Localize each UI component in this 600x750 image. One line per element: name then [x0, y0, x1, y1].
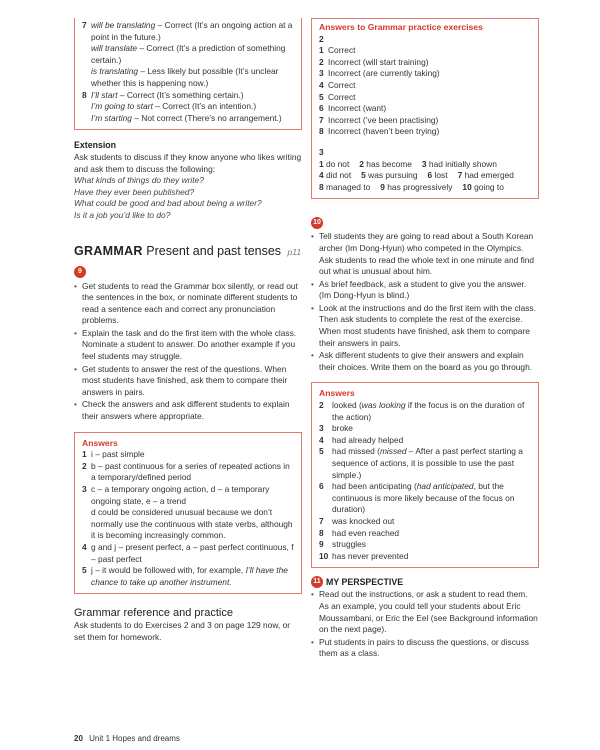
- instruction-item: • Tell students they are going to read about a South Korean archer (Im Dong-Hyun) who competed in the Olympics. Ask students to read the whole text in one minute and find out what is unusual about him.: [311, 231, 539, 277]
- exercise-number-badge: 9: [74, 266, 86, 278]
- exercise-number-badge: 10: [311, 217, 323, 229]
- answer-item: 8 had even reached: [319, 527, 400, 538]
- grammar-heading: [74, 244, 302, 260]
- answer-item: [82, 20, 295, 90]
- exercise-number-badge: 11: [311, 576, 323, 588]
- answer-item: 4 had already helped: [319, 434, 404, 445]
- answer-line: will translate – Correct (It’s a prediction of something certain.): [91, 43, 286, 65]
- answer-item: 2 b – past continuous for a series of repeated actions in a temporary/defined period: [82, 460, 290, 483]
- answer-item: 6 had been anticipating (had anticipated, but the continuous is more likely because of the focus on duration): [319, 481, 515, 515]
- answer-item: [82, 90, 295, 125]
- answer-line: I’ll start – Correct (It’s something certain.): [91, 89, 244, 100]
- perspective-heading: [311, 576, 539, 588]
- answer-item: 10 has never prevented: [319, 550, 409, 561]
- answer-item: 6 Incorrect (want): [319, 103, 387, 114]
- answer-item: 4 Correct: [319, 79, 356, 90]
- grammar-title-rest: Present and past tenses: [146, 243, 282, 258]
- answers-title: Answers to Grammar practice exercises: [319, 22, 483, 32]
- extension-question: Is it a job you’d like to do?: [74, 209, 171, 220]
- answer-item: 1 Correct: [319, 45, 356, 56]
- instruction-item: • As brief feedback, ask a student to give you the answer. (Im Dong-Hyun is blind.): [311, 279, 539, 302]
- answer-item: 3 c – a temporary ongoing action, d – a temporary ongoing state, e – a trend: [82, 484, 270, 506]
- answer-item: d could be considered unusual because we don’t normally use the continuous with state verbs, although it is becoming increasingly common.: [91, 507, 293, 541]
- grammar-reference-body: Ask students to do Exercises 2 and 3 on page 129 now, or set them for homework.: [74, 620, 291, 642]
- answer-row: 1 do not 2 has become 3 had initially shown: [319, 158, 497, 169]
- extension-question: Have they ever been published?: [74, 186, 195, 197]
- answer-line: I’m starting – Not correct (There’s no arrangement.): [91, 112, 282, 123]
- answer-item: 3 broke: [319, 423, 353, 434]
- answer-row: 8 managed to 9 has progressively 10 going to: [319, 181, 504, 192]
- grammar-title-bold: GRAMMAR: [74, 243, 143, 258]
- unit-label: Unit 1: [89, 734, 111, 743]
- right-column: [311, 18, 539, 661]
- instruction-item: • Ask different students to give their answers and explain their choices. Write them on the board as you go through.: [311, 350, 539, 373]
- answer-item: 5 had missed (missed – After a past perfect starting a sequence of actions, it is possible to use the past simple.): [319, 446, 523, 480]
- page-reference: p11: [287, 246, 302, 257]
- instruction-item: • Check the answers and ask different students to explain their answers where appropriate.: [74, 399, 302, 422]
- answer-line: is translating – Less likely but possible (It’s unclear whether this is happening now.): [91, 66, 279, 88]
- instruction-item: • Look at the instructions and do the first item with the class. Then ask students to complete the rest of the exercise. When most students have finished, ask them to compare their answers in pairs.: [311, 303, 539, 349]
- answer-row: 4 did not 5 was pursuing 6 lost 7 had emerged: [319, 170, 514, 181]
- instruction-item: • Read out the instructions, or ask a student to read them. As an example, you could tell your students about Eric Moussambani, or Eric the Eel (see Background information on the next page).: [311, 589, 539, 635]
- exercise-label: 3: [319, 146, 324, 157]
- answer-line: I’m going to start – Correct (It’s an intention.): [91, 101, 257, 112]
- answer-item: 8 Incorrect (haven’t been trying): [319, 126, 440, 137]
- top-answer-box: [74, 18, 302, 130]
- instruction-item: • Explain the task and do the first item with the whole class. Nominate a student to answer. Do another example if you feel students may struggle.: [74, 328, 302, 363]
- answer-line: will be translating – Correct (It’s an ongoing action at a point in the future.): [91, 20, 293, 42]
- instruction-item: • Get students to read the Grammar box silently, or read out the sentences in the box, or nominate different students to read a sentence each and correct any pronunciation problems.: [74, 281, 302, 327]
- answer-item: 7 Incorrect (’ve been practising): [319, 114, 439, 125]
- exercise-label: 2: [319, 33, 324, 44]
- answers-title: Answers: [82, 437, 118, 448]
- answer-item: 4 g and j – present perfect, a – past perfect continuous, f – past perfect: [82, 541, 294, 564]
- answers-box-9: [74, 432, 302, 595]
- instruction-item: • Put students in pairs to discuss the questions, or discuss them as a class.: [311, 637, 539, 660]
- perspective-title: MY PERSPECTIVE: [326, 576, 404, 587]
- section-10-instructions: [311, 231, 539, 373]
- page-number: 20: [74, 734, 83, 743]
- left-column: [74, 18, 302, 644]
- grammar-practice-answers-box: [311, 18, 539, 199]
- extension-question: What could be good and bad about being a writer?: [74, 198, 262, 209]
- answer-item: 3 Incorrect (are currently taking): [319, 68, 440, 79]
- item-number: 8: [82, 89, 87, 100]
- grammar-instructions: [74, 281, 302, 423]
- answer-item: 7 was knocked out: [319, 515, 395, 526]
- answer-item: 2 Incorrect (will start training): [319, 56, 429, 67]
- unit-title: Hopes and dreams: [112, 734, 180, 743]
- answer-item: 9 struggles: [319, 539, 366, 550]
- page-footer: [74, 733, 180, 745]
- extension-title: Extension: [74, 140, 117, 151]
- instruction-item: • Get students to answer the rest of the questions. When most students have finished, ask them to compare their answers in pairs.: [74, 364, 302, 399]
- extension-question: What kinds of things do they write?: [74, 175, 204, 186]
- item-number: 7: [82, 20, 87, 30]
- answer-item: 5 j – it would be followed with, for example, I’ll have the chance to take up another instrument.: [82, 565, 288, 587]
- extension-body: Ask students to discuss if they know anyone who likes writing and ask them to discuss the following:: [74, 151, 302, 174]
- answers-box-10: [311, 382, 539, 568]
- perspective-instructions: [311, 589, 539, 660]
- answer-item: 2 looked (was looking if the focus is on the duration of the action): [319, 400, 525, 422]
- answer-item: 1 i – past simple: [82, 449, 145, 460]
- grammar-reference-title: Grammar reference and practice: [74, 607, 233, 620]
- answer-item: 5 Correct: [319, 91, 356, 102]
- answers-title: Answers: [319, 388, 355, 399]
